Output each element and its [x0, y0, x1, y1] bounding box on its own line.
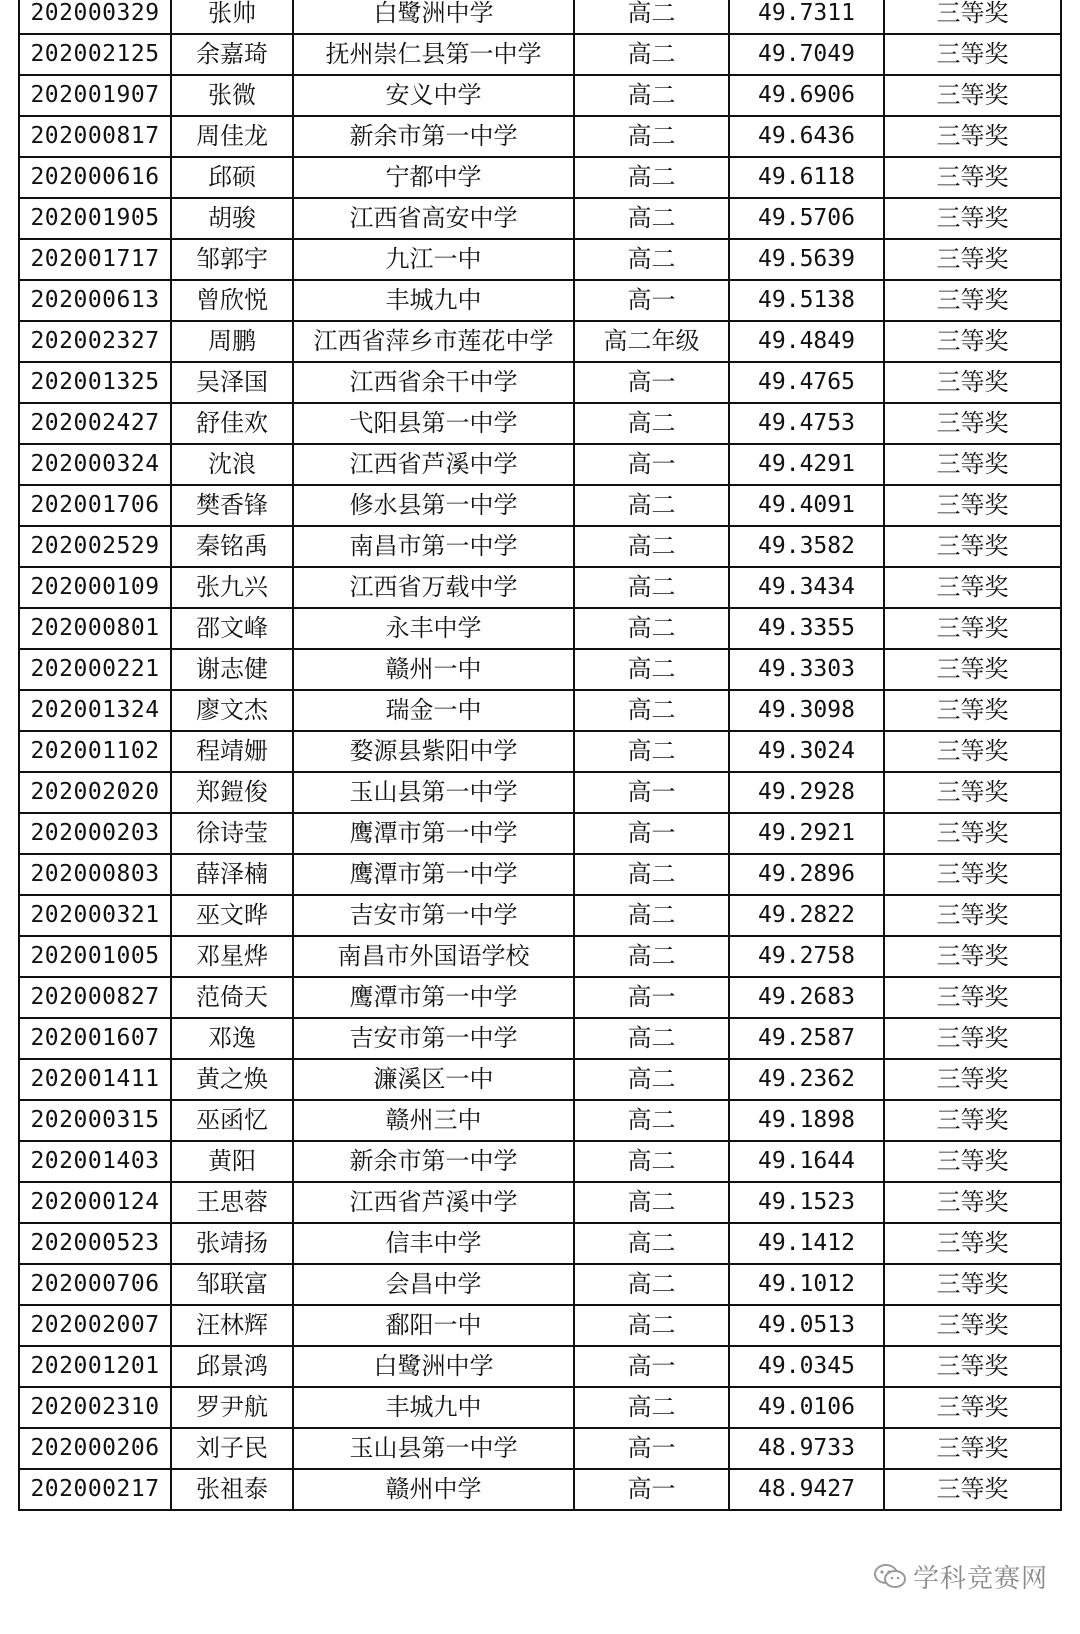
- award-cell: 三等奖: [884, 1469, 1061, 1510]
- award-cell: 三等奖: [884, 772, 1061, 813]
- student-name-cell: 张帅: [171, 0, 293, 34]
- award-cell: 三等奖: [884, 1346, 1061, 1387]
- student-name-cell: 周佳龙: [171, 116, 293, 157]
- award-cell: 三等奖: [884, 977, 1061, 1018]
- table-row: [19, 1387, 1061, 1428]
- score-cell: 48.9733: [729, 1428, 884, 1469]
- student-name-cell: 黄阳: [171, 1141, 293, 1182]
- student-name-cell: 巫函忆: [171, 1100, 293, 1141]
- award-cell: 三等奖: [884, 1387, 1061, 1428]
- registration-id-cell: 202001324: [19, 690, 171, 731]
- table-row: [19, 1141, 1061, 1182]
- table-row: [19, 280, 1061, 321]
- award-cell: 三等奖: [884, 1182, 1061, 1223]
- registration-id-cell: 202002007: [19, 1305, 171, 1346]
- grade-cell: 高二: [574, 1018, 729, 1059]
- award-table-body: [19, 0, 1061, 1510]
- table-row: [19, 34, 1061, 75]
- table-row: [19, 198, 1061, 239]
- score-cell: 49.1644: [729, 1141, 884, 1182]
- grade-cell: 高一: [574, 977, 729, 1018]
- school-cell: 丰城九中: [293, 280, 574, 321]
- grade-cell: 高二: [574, 567, 729, 608]
- score-cell: 49.2362: [729, 1059, 884, 1100]
- registration-id-cell: 202000109: [19, 567, 171, 608]
- school-cell: 江西省万载中学: [293, 567, 574, 608]
- school-cell: 江西省余干中学: [293, 362, 574, 403]
- student-name-cell: 罗尹航: [171, 1387, 293, 1428]
- score-cell: 49.2822: [729, 895, 884, 936]
- score-cell: 49.5138: [729, 280, 884, 321]
- registration-id-cell: 202000217: [19, 1469, 171, 1510]
- award-cell: 三等奖: [884, 0, 1061, 34]
- student-name-cell: 薛泽楠: [171, 854, 293, 895]
- student-name-cell: 汪林辉: [171, 1305, 293, 1346]
- school-cell: 鹰潭市第一中学: [293, 854, 574, 895]
- registration-id-cell: 202002125: [19, 34, 171, 75]
- score-cell: 49.0513: [729, 1305, 884, 1346]
- student-name-cell: 曾欣悦: [171, 280, 293, 321]
- student-name-cell: 邵文峰: [171, 608, 293, 649]
- award-cell: 三等奖: [884, 690, 1061, 731]
- student-name-cell: 秦铭禹: [171, 526, 293, 567]
- student-name-cell: 樊香锋: [171, 485, 293, 526]
- registration-id-cell: 202000203: [19, 813, 171, 854]
- school-cell: 安义中学: [293, 75, 574, 116]
- award-cell: 三等奖: [884, 649, 1061, 690]
- grade-cell: 高二: [574, 34, 729, 75]
- award-cell: 三等奖: [884, 1428, 1061, 1469]
- score-cell: 49.2758: [729, 936, 884, 977]
- student-name-cell: 邹郭宇: [171, 239, 293, 280]
- grade-cell: 高二: [574, 1305, 729, 1346]
- award-cell: 三等奖: [884, 1305, 1061, 1346]
- registration-id-cell: 202002020: [19, 772, 171, 813]
- registration-id-cell: 202001607: [19, 1018, 171, 1059]
- table-row: [19, 854, 1061, 895]
- award-cell: 三等奖: [884, 608, 1061, 649]
- award-cell: 三等奖: [884, 731, 1061, 772]
- student-name-cell: 周鹏: [171, 321, 293, 362]
- registration-id-cell: 202002310: [19, 1387, 171, 1428]
- student-name-cell: 沈浪: [171, 444, 293, 485]
- school-cell: 弋阳县第一中学: [293, 403, 574, 444]
- grade-cell: 高一: [574, 772, 729, 813]
- student-name-cell: 胡骏: [171, 198, 293, 239]
- award-cell: 三等奖: [884, 1059, 1061, 1100]
- award-cell: 三等奖: [884, 1100, 1061, 1141]
- score-cell: 49.3355: [729, 608, 884, 649]
- award-cell: 三等奖: [884, 567, 1061, 608]
- table-row: [19, 731, 1061, 772]
- grade-cell: 高二: [574, 731, 729, 772]
- score-cell: 49.2587: [729, 1018, 884, 1059]
- student-name-cell: 程靖姗: [171, 731, 293, 772]
- registration-id-cell: 202000613: [19, 280, 171, 321]
- registration-id-cell: 202000324: [19, 444, 171, 485]
- registration-id-cell: 202000706: [19, 1264, 171, 1305]
- score-cell: 49.3303: [729, 649, 884, 690]
- award-cell: 三等奖: [884, 1223, 1061, 1264]
- registration-id-cell: 202002327: [19, 321, 171, 362]
- table-row: [19, 1305, 1061, 1346]
- wechat-icon: [873, 1563, 907, 1589]
- score-cell: 49.0345: [729, 1346, 884, 1387]
- grade-cell: 高一: [574, 813, 729, 854]
- grade-cell: 高二: [574, 936, 729, 977]
- student-name-cell: 张祖泰: [171, 1469, 293, 1510]
- student-name-cell: 张九兴: [171, 567, 293, 608]
- grade-cell: 高二: [574, 1264, 729, 1305]
- table-row: [19, 1018, 1061, 1059]
- registration-id-cell: 202000321: [19, 895, 171, 936]
- grade-cell: 高一: [574, 1428, 729, 1469]
- registration-id-cell: 202000827: [19, 977, 171, 1018]
- watermark: [867, 1556, 1054, 1596]
- school-cell: 白鹭洲中学: [293, 0, 574, 34]
- student-name-cell: 范倚天: [171, 977, 293, 1018]
- school-cell: 吉安市第一中学: [293, 895, 574, 936]
- grade-cell: 高二: [574, 649, 729, 690]
- grade-cell: 高二: [574, 198, 729, 239]
- school-cell: 丰城九中: [293, 1387, 574, 1428]
- score-cell: 49.4091: [729, 485, 884, 526]
- award-cell: 三等奖: [884, 444, 1061, 485]
- grade-cell: 高二: [574, 239, 729, 280]
- school-cell: 鄱阳一中: [293, 1305, 574, 1346]
- school-cell: 玉山县第一中学: [293, 772, 574, 813]
- grade-cell: 高二: [574, 526, 729, 567]
- registration-id-cell: 202001005: [19, 936, 171, 977]
- award-cell: 三等奖: [884, 895, 1061, 936]
- score-cell: 49.1412: [729, 1223, 884, 1264]
- student-name-cell: 黄之焕: [171, 1059, 293, 1100]
- student-name-cell: 张微: [171, 75, 293, 116]
- school-cell: 江西省萍乡市莲花中学: [293, 321, 574, 362]
- table-row: [19, 0, 1061, 34]
- student-name-cell: 邱景鸿: [171, 1346, 293, 1387]
- student-name-cell: 徐诗莹: [171, 813, 293, 854]
- registration-id-cell: 202000315: [19, 1100, 171, 1141]
- registration-id-cell: 202001411: [19, 1059, 171, 1100]
- score-cell: 49.6118: [729, 157, 884, 198]
- score-cell: 49.7049: [729, 34, 884, 75]
- grade-cell: 高一: [574, 1346, 729, 1387]
- school-cell: 九江一中: [293, 239, 574, 280]
- table-row: [19, 813, 1061, 854]
- score-cell: 49.7311: [729, 0, 884, 34]
- score-cell: 48.9427: [729, 1469, 884, 1510]
- score-cell: 49.6906: [729, 75, 884, 116]
- table-row: [19, 1100, 1061, 1141]
- score-cell: 49.2683: [729, 977, 884, 1018]
- student-name-cell: 廖文杰: [171, 690, 293, 731]
- registration-id-cell: 202000124: [19, 1182, 171, 1223]
- award-cell: 三等奖: [884, 75, 1061, 116]
- score-cell: 49.1898: [729, 1100, 884, 1141]
- table-row: [19, 936, 1061, 977]
- registration-id-cell: 202001325: [19, 362, 171, 403]
- student-name-cell: 郑鎧俊: [171, 772, 293, 813]
- registration-id-cell: 202002427: [19, 403, 171, 444]
- school-cell: 赣州一中: [293, 649, 574, 690]
- student-name-cell: 巫文晔: [171, 895, 293, 936]
- school-cell: 玉山县第一中学: [293, 1428, 574, 1469]
- student-name-cell: 谢志健: [171, 649, 293, 690]
- student-name-cell: 舒佳欢: [171, 403, 293, 444]
- grade-cell: 高二: [574, 608, 729, 649]
- grade-cell: 高二: [574, 1141, 729, 1182]
- registration-id-cell: 202000616: [19, 157, 171, 198]
- award-cell: 三等奖: [884, 239, 1061, 280]
- score-cell: 49.4765: [729, 362, 884, 403]
- table-row: [19, 1059, 1061, 1100]
- award-cell: 三等奖: [884, 813, 1061, 854]
- grade-cell: 高二: [574, 485, 729, 526]
- student-name-cell: 余嘉琦: [171, 34, 293, 75]
- school-cell: 南昌市外国语学校: [293, 936, 574, 977]
- registration-id-cell: 202001102: [19, 731, 171, 772]
- table-row: [19, 157, 1061, 198]
- registration-id-cell: 202000803: [19, 854, 171, 895]
- table-row: [19, 403, 1061, 444]
- school-cell: 白鹭洲中学: [293, 1346, 574, 1387]
- grade-cell: 高二: [574, 1223, 729, 1264]
- score-cell: 49.4291: [729, 444, 884, 485]
- grade-cell: 高一: [574, 444, 729, 485]
- score-cell: 49.3434: [729, 567, 884, 608]
- school-cell: 会昌中学: [293, 1264, 574, 1305]
- table-row: [19, 895, 1061, 936]
- table-row: [19, 75, 1061, 116]
- school-cell: 婺源县紫阳中学: [293, 731, 574, 772]
- student-name-cell: 王思蓉: [171, 1182, 293, 1223]
- registration-id-cell: 202000801: [19, 608, 171, 649]
- student-name-cell: 张靖扬: [171, 1223, 293, 1264]
- score-cell: 49.4849: [729, 321, 884, 362]
- score-cell: 49.1523: [729, 1182, 884, 1223]
- award-cell: 三等奖: [884, 34, 1061, 75]
- school-cell: 瑞金一中: [293, 690, 574, 731]
- registration-id-cell: 202000206: [19, 1428, 171, 1469]
- score-cell: 49.0106: [729, 1387, 884, 1428]
- grade-cell: 高二: [574, 157, 729, 198]
- registration-id-cell: 202000329: [19, 0, 171, 34]
- score-cell: 49.4753: [729, 403, 884, 444]
- award-cell: 三等奖: [884, 157, 1061, 198]
- grade-cell: 高二: [574, 75, 729, 116]
- table-row: [19, 239, 1061, 280]
- award-cell: 三等奖: [884, 1018, 1061, 1059]
- school-cell: 宁都中学: [293, 157, 574, 198]
- registration-id-cell: 202002529: [19, 526, 171, 567]
- grade-cell: 高二: [574, 895, 729, 936]
- school-cell: 永丰中学: [293, 608, 574, 649]
- grade-cell: 高二: [574, 0, 729, 34]
- award-cell: 三等奖: [884, 198, 1061, 239]
- grade-cell: 高一: [574, 362, 729, 403]
- school-cell: 赣州三中: [293, 1100, 574, 1141]
- award-cell: 三等奖: [884, 280, 1061, 321]
- table-row: [19, 690, 1061, 731]
- award-cell: 三等奖: [884, 936, 1061, 977]
- grade-cell: 高二: [574, 690, 729, 731]
- score-cell: 49.2928: [729, 772, 884, 813]
- score-cell: 49.3582: [729, 526, 884, 567]
- table-row: [19, 772, 1061, 813]
- score-cell: 49.2921: [729, 813, 884, 854]
- registration-id-cell: 202000523: [19, 1223, 171, 1264]
- award-cell: 三等奖: [884, 1264, 1061, 1305]
- table-row: [19, 444, 1061, 485]
- grade-cell: 高二: [574, 403, 729, 444]
- school-cell: 信丰中学: [293, 1223, 574, 1264]
- score-cell: 49.5639: [729, 239, 884, 280]
- table-row: [19, 526, 1061, 567]
- award-cell: 三等奖: [884, 362, 1061, 403]
- registration-id-cell: 202001201: [19, 1346, 171, 1387]
- table-row: [19, 116, 1061, 157]
- school-cell: 鹰潭市第一中学: [293, 813, 574, 854]
- student-name-cell: 刘子民: [171, 1428, 293, 1469]
- score-cell: 49.3024: [729, 731, 884, 772]
- grade-cell: 高二: [574, 854, 729, 895]
- school-cell: 抚州崇仁县第一中学: [293, 34, 574, 75]
- score-cell: 49.6436: [729, 116, 884, 157]
- grade-cell: 高二: [574, 1100, 729, 1141]
- grade-cell: 高二: [574, 1387, 729, 1428]
- award-cell: 三等奖: [884, 321, 1061, 362]
- student-name-cell: 邹联富: [171, 1264, 293, 1305]
- registration-id-cell: 202000221: [19, 649, 171, 690]
- watermark-text: 学科竞赛网: [912, 1563, 1048, 1594]
- school-cell: 修水县第一中学: [293, 485, 574, 526]
- registration-id-cell: 202000817: [19, 116, 171, 157]
- table-row: [19, 321, 1061, 362]
- table-row: [19, 1346, 1061, 1387]
- school-cell: 南昌市第一中学: [293, 526, 574, 567]
- registration-id-cell: 202001403: [19, 1141, 171, 1182]
- grade-cell: 高二: [574, 116, 729, 157]
- school-cell: 江西省高安中学: [293, 198, 574, 239]
- award-cell: 三等奖: [884, 854, 1061, 895]
- award-cell: 三等奖: [884, 526, 1061, 567]
- table-row: [19, 1182, 1061, 1223]
- registration-id-cell: 202001717: [19, 239, 171, 280]
- table-row: [19, 485, 1061, 526]
- school-cell: 赣州中学: [293, 1469, 574, 1510]
- table-row: [19, 567, 1061, 608]
- table-row: [19, 608, 1061, 649]
- school-cell: 濂溪区一中: [293, 1059, 574, 1100]
- award-cell: 三等奖: [884, 485, 1061, 526]
- award-table: [18, 0, 1062, 1511]
- school-cell: 新余市第一中学: [293, 116, 574, 157]
- score-cell: 49.2896: [729, 854, 884, 895]
- student-name-cell: 邓星烨: [171, 936, 293, 977]
- grade-cell: 高二: [574, 1059, 729, 1100]
- school-cell: 吉安市第一中学: [293, 1018, 574, 1059]
- award-cell: 三等奖: [884, 403, 1061, 444]
- score-cell: 49.3098: [729, 690, 884, 731]
- grade-cell: 高二: [574, 1182, 729, 1223]
- registration-id-cell: 202001706: [19, 485, 171, 526]
- award-cell: 三等奖: [884, 1141, 1061, 1182]
- table-row: [19, 649, 1061, 690]
- table-row: [19, 1223, 1061, 1264]
- table-row: [19, 1428, 1061, 1469]
- award-cell: 三等奖: [884, 116, 1061, 157]
- student-name-cell: 邱硕: [171, 157, 293, 198]
- grade-cell: 高一: [574, 1469, 729, 1510]
- grade-cell: 高二年级: [574, 321, 729, 362]
- student-name-cell: 邓逸: [171, 1018, 293, 1059]
- grade-cell: 高一: [574, 280, 729, 321]
- table-row: [19, 1264, 1061, 1305]
- table-row: [19, 1469, 1061, 1510]
- registration-id-cell: 202001905: [19, 198, 171, 239]
- table-row: [19, 977, 1061, 1018]
- score-cell: 49.1012: [729, 1264, 884, 1305]
- school-cell: 江西省芦溪中学: [293, 1182, 574, 1223]
- table-row: [19, 362, 1061, 403]
- student-name-cell: 吴泽国: [171, 362, 293, 403]
- school-cell: 鹰潭市第一中学: [293, 977, 574, 1018]
- score-cell: 49.5706: [729, 198, 884, 239]
- school-cell: 江西省芦溪中学: [293, 444, 574, 485]
- school-cell: 新余市第一中学: [293, 1141, 574, 1182]
- registration-id-cell: 202001907: [19, 75, 171, 116]
